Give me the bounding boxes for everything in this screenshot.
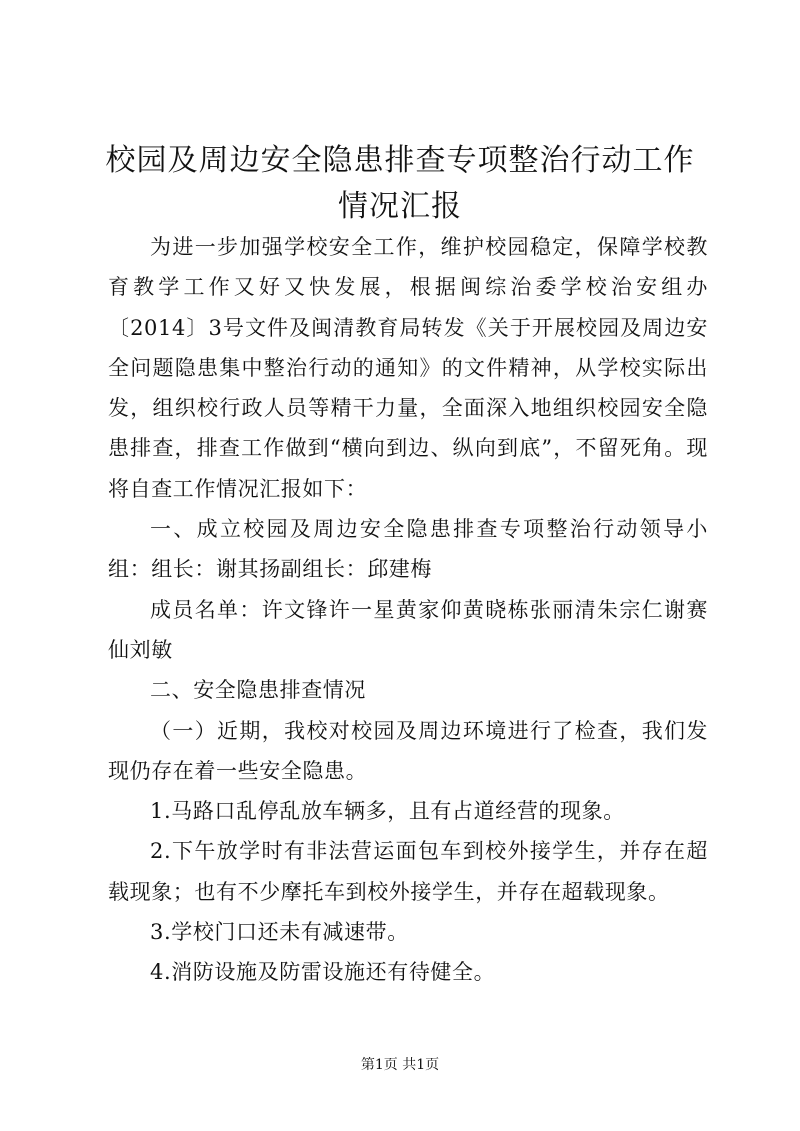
intro-paragraph: 为进一步加强学校安全工作，维护校园稳定，保障学校教育教学工作又好又快发展，根据闽综治委学校治安组办〔2014〕3号文件及闽清教育局转发《关于开展校园及周边安全问题隐患集中整治行动的通知》的文件精神，从学校实际出发，组织校行政人员等精干力量，全面深入地组织校园安全隐患排查，排查工作做到“横向到边、纵向到底”，不留死角。现将自查工作情况汇报如下：	[108, 235, 708, 501]
page-number-footer: 第1页 共1页	[360, 1057, 440, 1073]
hazard-item-4: 4.消防设施及防雷设施还有待健全。	[150, 960, 496, 985]
section-1-leadership-group: 一、成立校园及周边安全隐患排查专项整治行动领导小组：组长：谢其扬副组长：邱建梅	[108, 517, 708, 582]
hazard-item-1: 1.马路口乱停乱放车辆多，且有占道经营的现象。	[150, 799, 625, 824]
hazard-item-2: 2.下午放学时有非法营运面包车到校外接学生，并存在超载现象；也有不少摩托车到校外接学生，并存在超载现象。	[108, 839, 708, 904]
hazard-item-3: 3.学校门口还未有减速带。	[150, 920, 409, 945]
member-list-paragraph: 成员名单：许文锋许一星黄家仰黄晓栋张丽清朱宗仁谢赛仙刘敏	[108, 597, 708, 662]
document-body	[108, 227, 708, 993]
document-title: 校园及周边安全隐患排查专项整治行动工作情况汇报	[105, 143, 695, 224]
subsection-1-paragraph: （一）近期，我校对校园及周边环境进行了检查，我们发现仍存在着一些安全隐患。	[108, 718, 708, 783]
section-2-heading: 二、安全隐患排查情况	[150, 678, 366, 703]
